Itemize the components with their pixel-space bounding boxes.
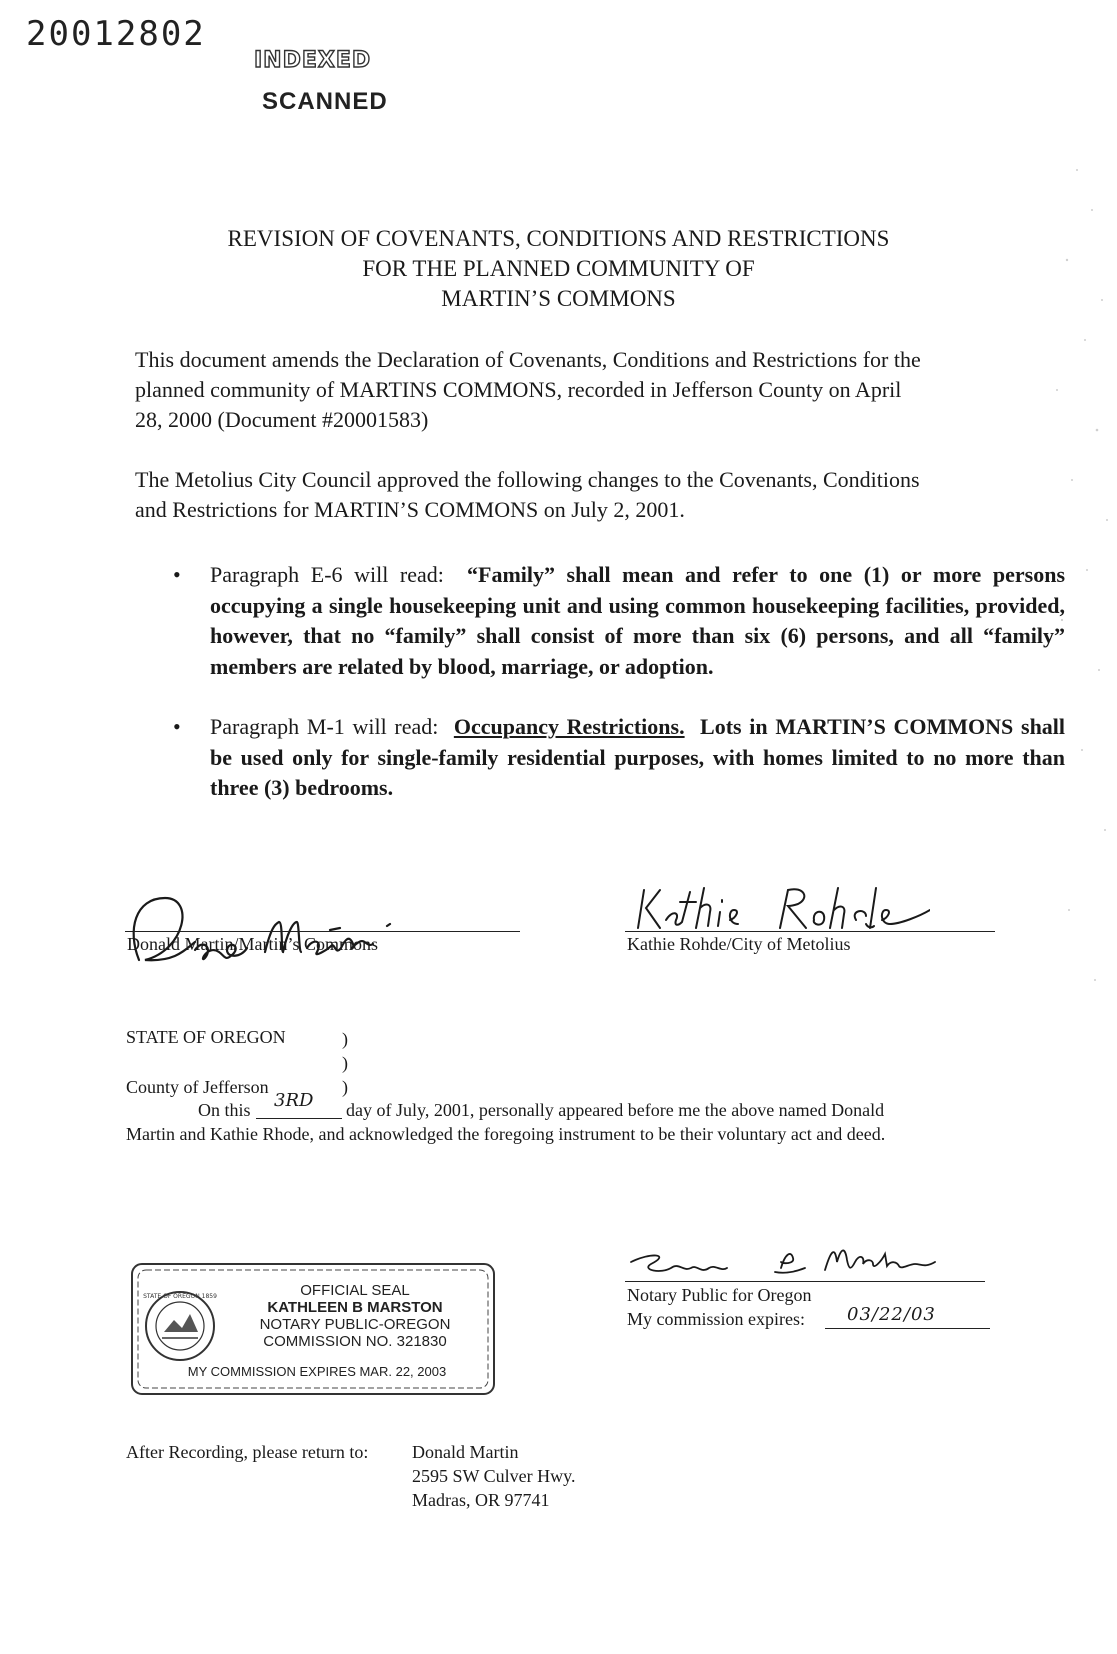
document-number: 20012802 xyxy=(26,14,206,54)
intro-line-2: planned community of MARTINS COMMONS, recorded in Jefferson County on April xyxy=(135,377,902,402)
title-line-2: FOR THE PLANNED COMMUNITY OF xyxy=(362,256,755,281)
signature-line-left xyxy=(125,931,520,932)
amendment-list xyxy=(165,560,1065,834)
return-name: Donald Martin xyxy=(412,1442,519,1462)
seal-line-3: NOTARY PUBLIC-OREGON xyxy=(259,1316,451,1333)
bullet-icon: • xyxy=(173,714,181,739)
return-address xyxy=(412,1440,576,1512)
day-blank xyxy=(256,1090,342,1119)
seal-line-1: OFFICIAL SEAL xyxy=(300,1282,410,1299)
notary-statement-line-2: Martin and Kathie Rhode, and acknowledged the foregoing instrument to be their voluntary act and deed. xyxy=(126,1124,886,1144)
scanned-stamp: SCANNED xyxy=(262,88,388,115)
notary-paren-2: ) xyxy=(342,1053,348,1073)
commission-date-handwritten: 03/22/03 xyxy=(847,1304,936,1325)
svg-text:STATE OF OREGON 1859: STATE OF OREGON 1859 xyxy=(143,1293,217,1300)
return-label: After Recording, please return to: xyxy=(126,1442,369,1462)
m1-lead: Paragraph M-1 will read: xyxy=(210,714,439,739)
m1-text: Lots in MARTIN’S COMMONS shall be used only for single-family residential purposes, with homes limited to no more than three (3) bedrooms. xyxy=(210,714,1066,800)
m1-heading: Occupancy Restrictions. xyxy=(453,714,685,739)
notary-paren-1: ) xyxy=(342,1029,348,1049)
approval-paragraph xyxy=(135,465,1045,525)
return-street: 2595 SW Culver Hwy. xyxy=(412,1466,576,1486)
e6-lead: Paragraph E-6 will read: xyxy=(210,562,444,587)
seal-line-2: KATHLEEN B MARSTON xyxy=(267,1299,443,1316)
indexed-stamp: INDEXED xyxy=(254,48,372,73)
notary-county: County of Jefferson xyxy=(126,1077,269,1097)
notary-on-this: On this xyxy=(198,1100,251,1120)
commission-label: My commission expires: xyxy=(627,1309,805,1329)
document-title xyxy=(0,224,1117,314)
seal-line-5: MY COMMISSION EXPIRES MAR. 22, 2003 xyxy=(187,1364,447,1379)
signature-notary xyxy=(625,1244,985,1280)
notary-title: Notary Public for Oregon xyxy=(627,1285,812,1305)
seal-line-4: COMMISSION NO. 321830 xyxy=(263,1333,447,1350)
notary-statement-rest: day of July, 2001, personally appeared before me the above named Donald xyxy=(346,1100,885,1120)
commission-date-blank xyxy=(825,1302,990,1329)
notary-signature-line xyxy=(625,1281,985,1282)
seal-text xyxy=(220,1282,490,1350)
signature-caption-left: Donald Martin/Martin’s Commons xyxy=(127,934,378,954)
title-line-3: MARTIN’S COMMONS xyxy=(441,286,676,311)
signature-caption-right: Kathie Rohde/City of Metolius xyxy=(627,934,851,954)
intro-paragraph xyxy=(135,345,1045,435)
intro-line-3: 28, 2000 (Document #20001583) xyxy=(135,407,429,432)
notary-paren-3: ) xyxy=(342,1077,348,1097)
e6-text: “Family” shall mean and refer to one (1) or more persons occupying a single housekeeping unit and using common housekeeping facilities, provided, however, that no “family” shall consist of more than six (6) persons, and all “family” members are related by blood, marriage, or adoption. xyxy=(210,562,1066,679)
day-handwritten: 3RD xyxy=(274,1090,314,1111)
amendment-e6 xyxy=(165,560,1065,682)
approval-line-1: The Metolius City Council approved the following changes to the Covenants, Conditions xyxy=(135,467,920,492)
title-line-1: REVISION OF COVENANTS, CONDITIONS AND RESTRICTIONS xyxy=(227,226,890,251)
signature-line-right xyxy=(625,931,995,932)
notary-seal xyxy=(128,1260,498,1398)
return-city: Madras, OR 97741 xyxy=(412,1490,550,1510)
approval-line-2: and Restrictions for MARTIN’S COMMONS on July 2, 2001. xyxy=(135,497,685,522)
bullet-icon: • xyxy=(173,562,181,587)
oregon-seal-emblem xyxy=(143,1292,217,1360)
amendment-m1 xyxy=(165,712,1065,804)
intro-line-1: This document amends the Declaration of Covenants, Conditions and Restrictions for the xyxy=(135,347,921,372)
notary-state: STATE OF OREGON xyxy=(126,1027,286,1047)
